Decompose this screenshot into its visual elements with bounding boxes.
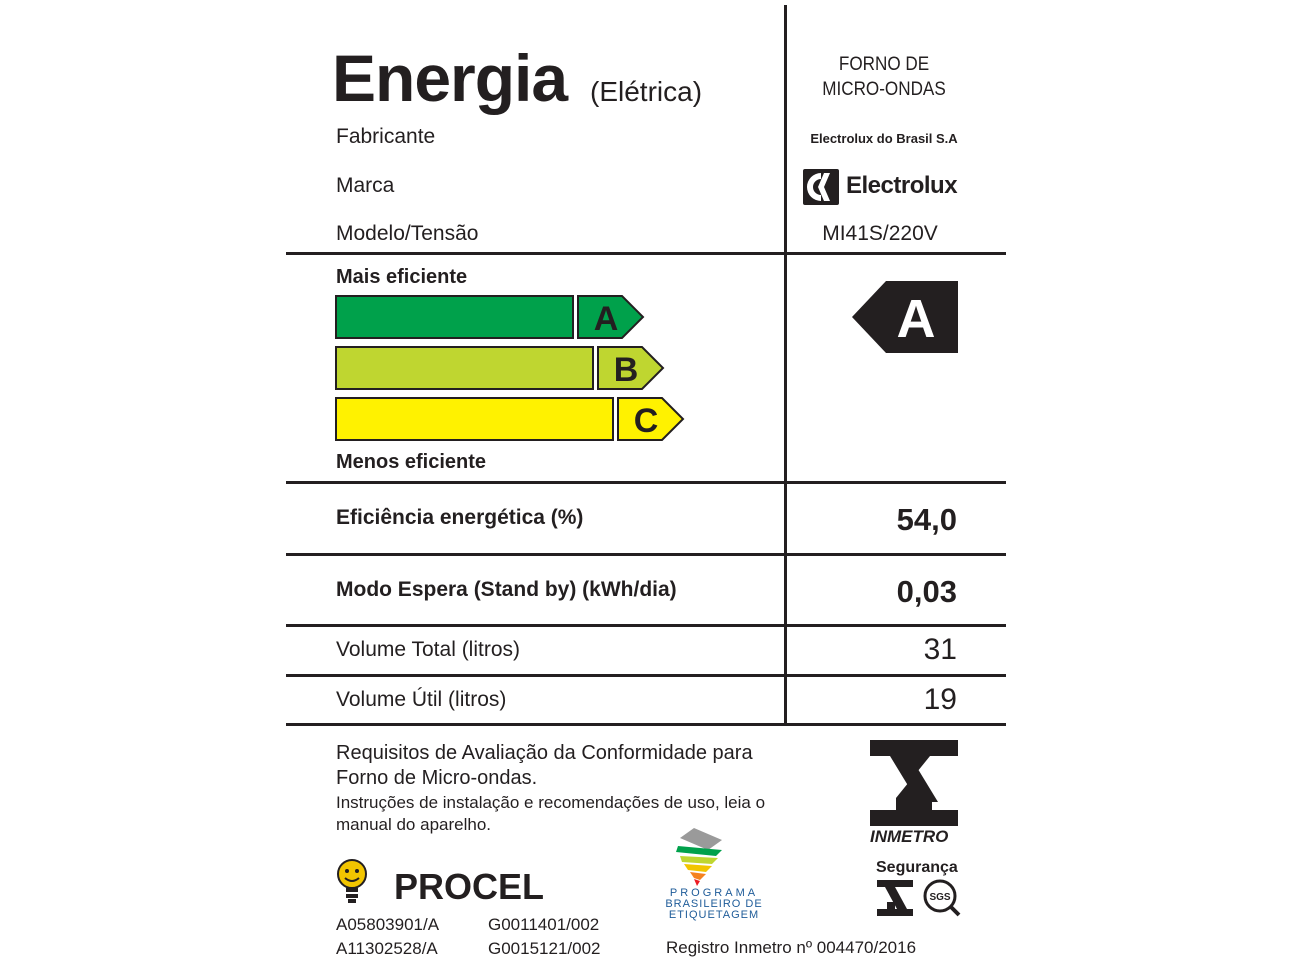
sgs-text: SGS [929,892,951,903]
instructions-line1: Instruções de instalação e recomendações de uso, leia o [336,793,766,812]
brand-logo [802,168,962,206]
scale-letter-c: C [633,402,659,440]
divider-line [286,252,1006,255]
fabricante-label: Fabricante [336,125,436,148]
scale-arrow-c [616,396,686,442]
inmetro-label: INMETRO [870,827,949,846]
eficiencia-value: 54,0 [896,502,957,537]
pbe-logo-icon [672,826,734,888]
modelo-value: MI41S/220V [822,222,938,245]
pbe-line1: PROGRAMA [669,887,759,899]
instructions-line2: manual do aparelho. [336,815,492,834]
divider-line [286,674,1006,677]
code-1: A05803901/A [336,915,440,934]
procel-bulb-icon [334,858,370,906]
requirements-line1: Requisitos de Avaliação da Conformidade para [336,742,753,764]
registro-text: Registro Inmetro nº 004470/2016 [666,938,917,957]
column-divider [784,5,787,725]
scale-top-label: Mais eficiente [336,266,468,288]
code-4: G0015121/002 [488,939,601,958]
scale-bar-a [335,295,574,339]
rating-letter: A [896,289,936,349]
marca-label: Marca [336,174,395,197]
code-3: A11302528/A [336,939,438,958]
label-title: Energia [332,41,568,115]
pbe-line2: BRASILEIRO DE [665,898,763,910]
product-type [785,52,983,102]
inmetro-logo-icon [870,740,958,826]
electrolux-icon [802,168,840,206]
volume-total-value: 31 [923,633,957,666]
volume-total-label: Volume Total (litros) [336,638,521,661]
espera-value: 0,03 [896,574,957,609]
inmetro-small-icon [877,880,913,916]
pbe-text [664,888,764,921]
scale-bar-c [335,397,614,441]
divider-line [286,481,1006,484]
scale-letter-a: A [593,300,619,338]
requirements-text [336,741,753,791]
seguranca-label: Segurança [876,859,958,876]
modelo-label: Modelo/Tensão [336,222,479,245]
requirements-line2: Forno de Micro-ondas. [336,767,538,789]
scale-bar-b [335,346,594,390]
espera-label: Modo Espera (Stand by) (kWh/dia) [336,578,677,601]
rating-indicator [852,281,958,353]
scale-bottom-label: Menos eficiente [336,451,487,473]
scale-arrow-a [576,294,646,340]
brand-logo-text: Electrolux [846,172,958,199]
divider-line [286,553,1006,556]
pbe-line3: ETIQUETAGEM [668,909,760,921]
code-2: G0011401/002 [488,915,600,934]
fabricante-value: Electrolux do Brasil S.A [810,131,958,146]
volume-util-label: Volume Útil (litros) [336,688,507,711]
scale-letter-b: B [613,351,639,389]
label-subtitle: (Elétrica) [590,76,703,107]
product-type-line1: FORNO DE [838,54,930,75]
sgs-icon [922,878,962,918]
divider-line [286,624,1006,627]
divider-line [286,723,1006,726]
product-type-line2: MICRO-ONDAS [822,79,946,100]
volume-util-value: 19 [923,683,957,716]
procel-label: PROCEL [394,866,545,907]
eficiencia-label: Eficiência energética (%) [336,506,584,529]
scale-arrow-b [596,345,666,391]
